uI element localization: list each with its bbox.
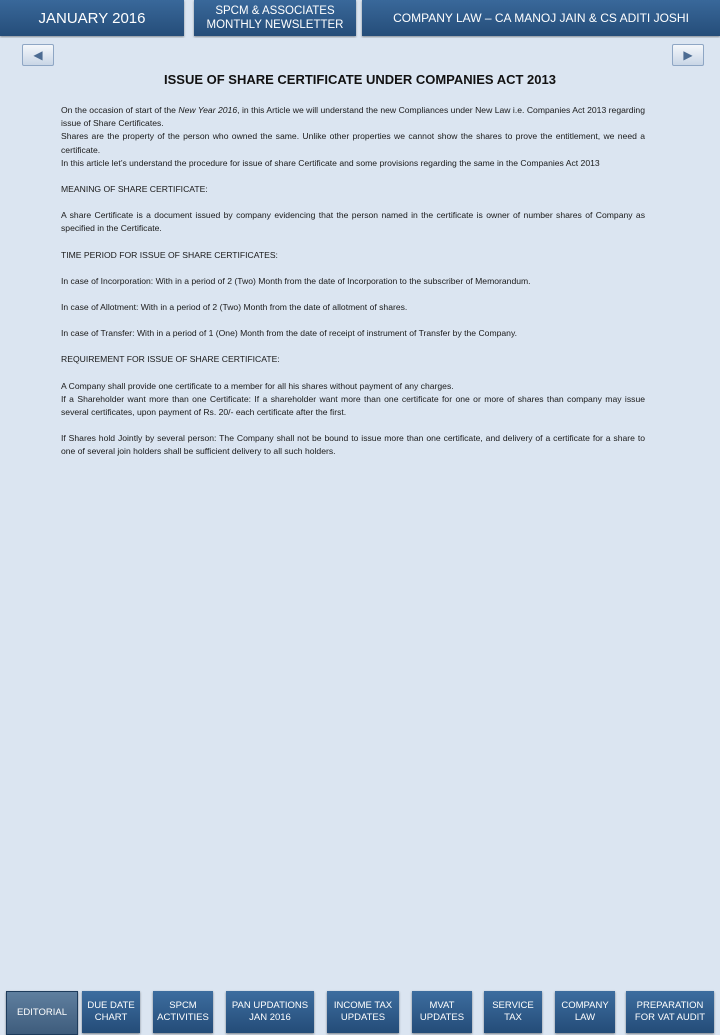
authors-label: COMPANY LAW – CA MANOJ JAIN & CS ADITI JOSHI <box>393 11 689 25</box>
next-page-button[interactable] <box>672 44 704 66</box>
previous-page-button[interactable] <box>22 44 54 66</box>
footer-label-line2: JAN 2016 <box>249 1012 291 1023</box>
footer-label-line1: MVAT <box>429 1000 455 1011</box>
incorporation-paragraph: In case of Incorporation: With in a period of 2 (Two) Month from the date of Incorporation to the subscriber of Memorandum. <box>61 275 531 286</box>
footer-mvat-button[interactable] <box>412 991 472 1033</box>
footer-label-line2: TAX <box>504 1012 522 1023</box>
footer-income-tax-button[interactable] <box>327 991 399 1033</box>
firm-title <box>194 0 356 36</box>
month-label: JANUARY 2016 <box>38 9 146 27</box>
footer-editorial-label: EDITORIAL <box>17 1007 67 1018</box>
single-certificate-paragraph: A Company shall provide one certificate to a member for all his shares without payment of any charges. <box>61 380 454 391</box>
firm-name: SPCM & ASSOCIATES <box>215 5 335 17</box>
arrow-right-icon: ▶ <box>683 48 693 62</box>
footer-navigation <box>0 494 720 1023</box>
footer-label-line1: DUE DATE <box>87 1000 135 1011</box>
newsletter-month <box>0 0 184 36</box>
footer-vat-audit-button[interactable] <box>626 991 714 1033</box>
footer-editorial-button[interactable] <box>6 991 78 1035</box>
footer-label-line1: SPCM <box>169 1000 197 1011</box>
transfer-paragraph: In case of Transfer: With in a period of 1 (One) Month from the date of receipt of instrument of Transfer by the Company. <box>61 328 518 339</box>
footer-spcm-activities-button[interactable] <box>153 991 213 1033</box>
footer-label-line1: INCOME TAX <box>333 1000 393 1011</box>
arrow-left-icon: ◀ <box>33 48 43 62</box>
article-title: ISSUE OF SHARE CERTIFICATE UNDER COMPANIES ACT 2013 <box>164 72 556 87</box>
header-bar <box>0 0 720 38</box>
joint-holders-paragraph: If Shares hold Jointly by several person: The Company shall not be bound to issue more than one certificate, and delivery of a certificate for a share to one of several join holders shall be sufficient delivery to all such holders. <box>61 433 645 457</box>
footer-label-line1: SERVICE <box>492 1000 534 1011</box>
allotment-paragraph: In case of Allotment: With in a period of 2 (Two) Month from the date of allotment of shares. <box>61 302 408 313</box>
footer-label-line2: FOR VAT AUDIT <box>634 1012 706 1023</box>
footer-label-line2: ACTIVITIES <box>157 1012 209 1023</box>
article-body <box>61 104 645 459</box>
intro-text-a: On the occasion of start of the <box>61 105 179 115</box>
time-period-heading: TIME PERIOD FOR ISSUE OF SHARE CERTIFICATES: <box>61 249 278 260</box>
footer-service-tax-button[interactable] <box>484 991 542 1033</box>
section-authors <box>362 0 720 36</box>
footer-pan-updations-button[interactable] <box>226 991 314 1033</box>
footer-label-line2: CHART <box>94 1012 128 1023</box>
requirement-heading: REQUIREMENT FOR ISSUE OF SHARE CERTIFICATE: <box>61 354 280 365</box>
meaning-heading: MEANING OF SHARE CERTIFICATE: <box>61 184 208 195</box>
procedure-paragraph: In this article let’s understand the procedure for issue of share Certificate and some provisions regarding the same in the Companies Act 2013 <box>61 157 600 168</box>
footer-label-line2: UPDATES <box>340 1012 386 1023</box>
meaning-paragraph: A share Certificate is a document issued by company evidencing that the person named in the certificate is owner of number shares of Company as specified in the Certificate. <box>61 210 645 234</box>
footer-label-line2: UPDATES <box>419 1012 465 1023</box>
footer-due-date-chart-button[interactable] <box>82 991 140 1033</box>
navigation-strip <box>0 38 720 68</box>
footer-label-line1: PAN UPDATIONS <box>231 1000 309 1011</box>
intro-emphasis: New Year 2016 <box>178 105 238 115</box>
newsletter-name: MONTHLY NEWSLETTER <box>206 19 344 31</box>
footer-label-line1: COMPANY <box>561 1000 609 1011</box>
property-paragraph: Shares are the property of the person who owned the same. Unlike other properties we cannot show the shares to prove the entitlement, we need a certificate. <box>61 131 645 155</box>
intro-paragraph <box>61 104 645 130</box>
footer-label-line1: PREPARATION <box>636 1000 704 1011</box>
footer-label-line2: LAW <box>574 1012 596 1023</box>
footer-company-law-button[interactable] <box>555 991 615 1033</box>
intro-text-b: , in this Article we will understand the new Compliances under New Law i.e. Companies Act 2013 regarding issue of Share Certificates. <box>61 105 645 129</box>
multiple-certificate-paragraph: If a Shareholder want more than one Certificate: If a shareholder want more than one certificate for one or more of shares than company may issue several certificates, upon payment of Rs. 20/- each certificate after the first. <box>61 393 645 418</box>
